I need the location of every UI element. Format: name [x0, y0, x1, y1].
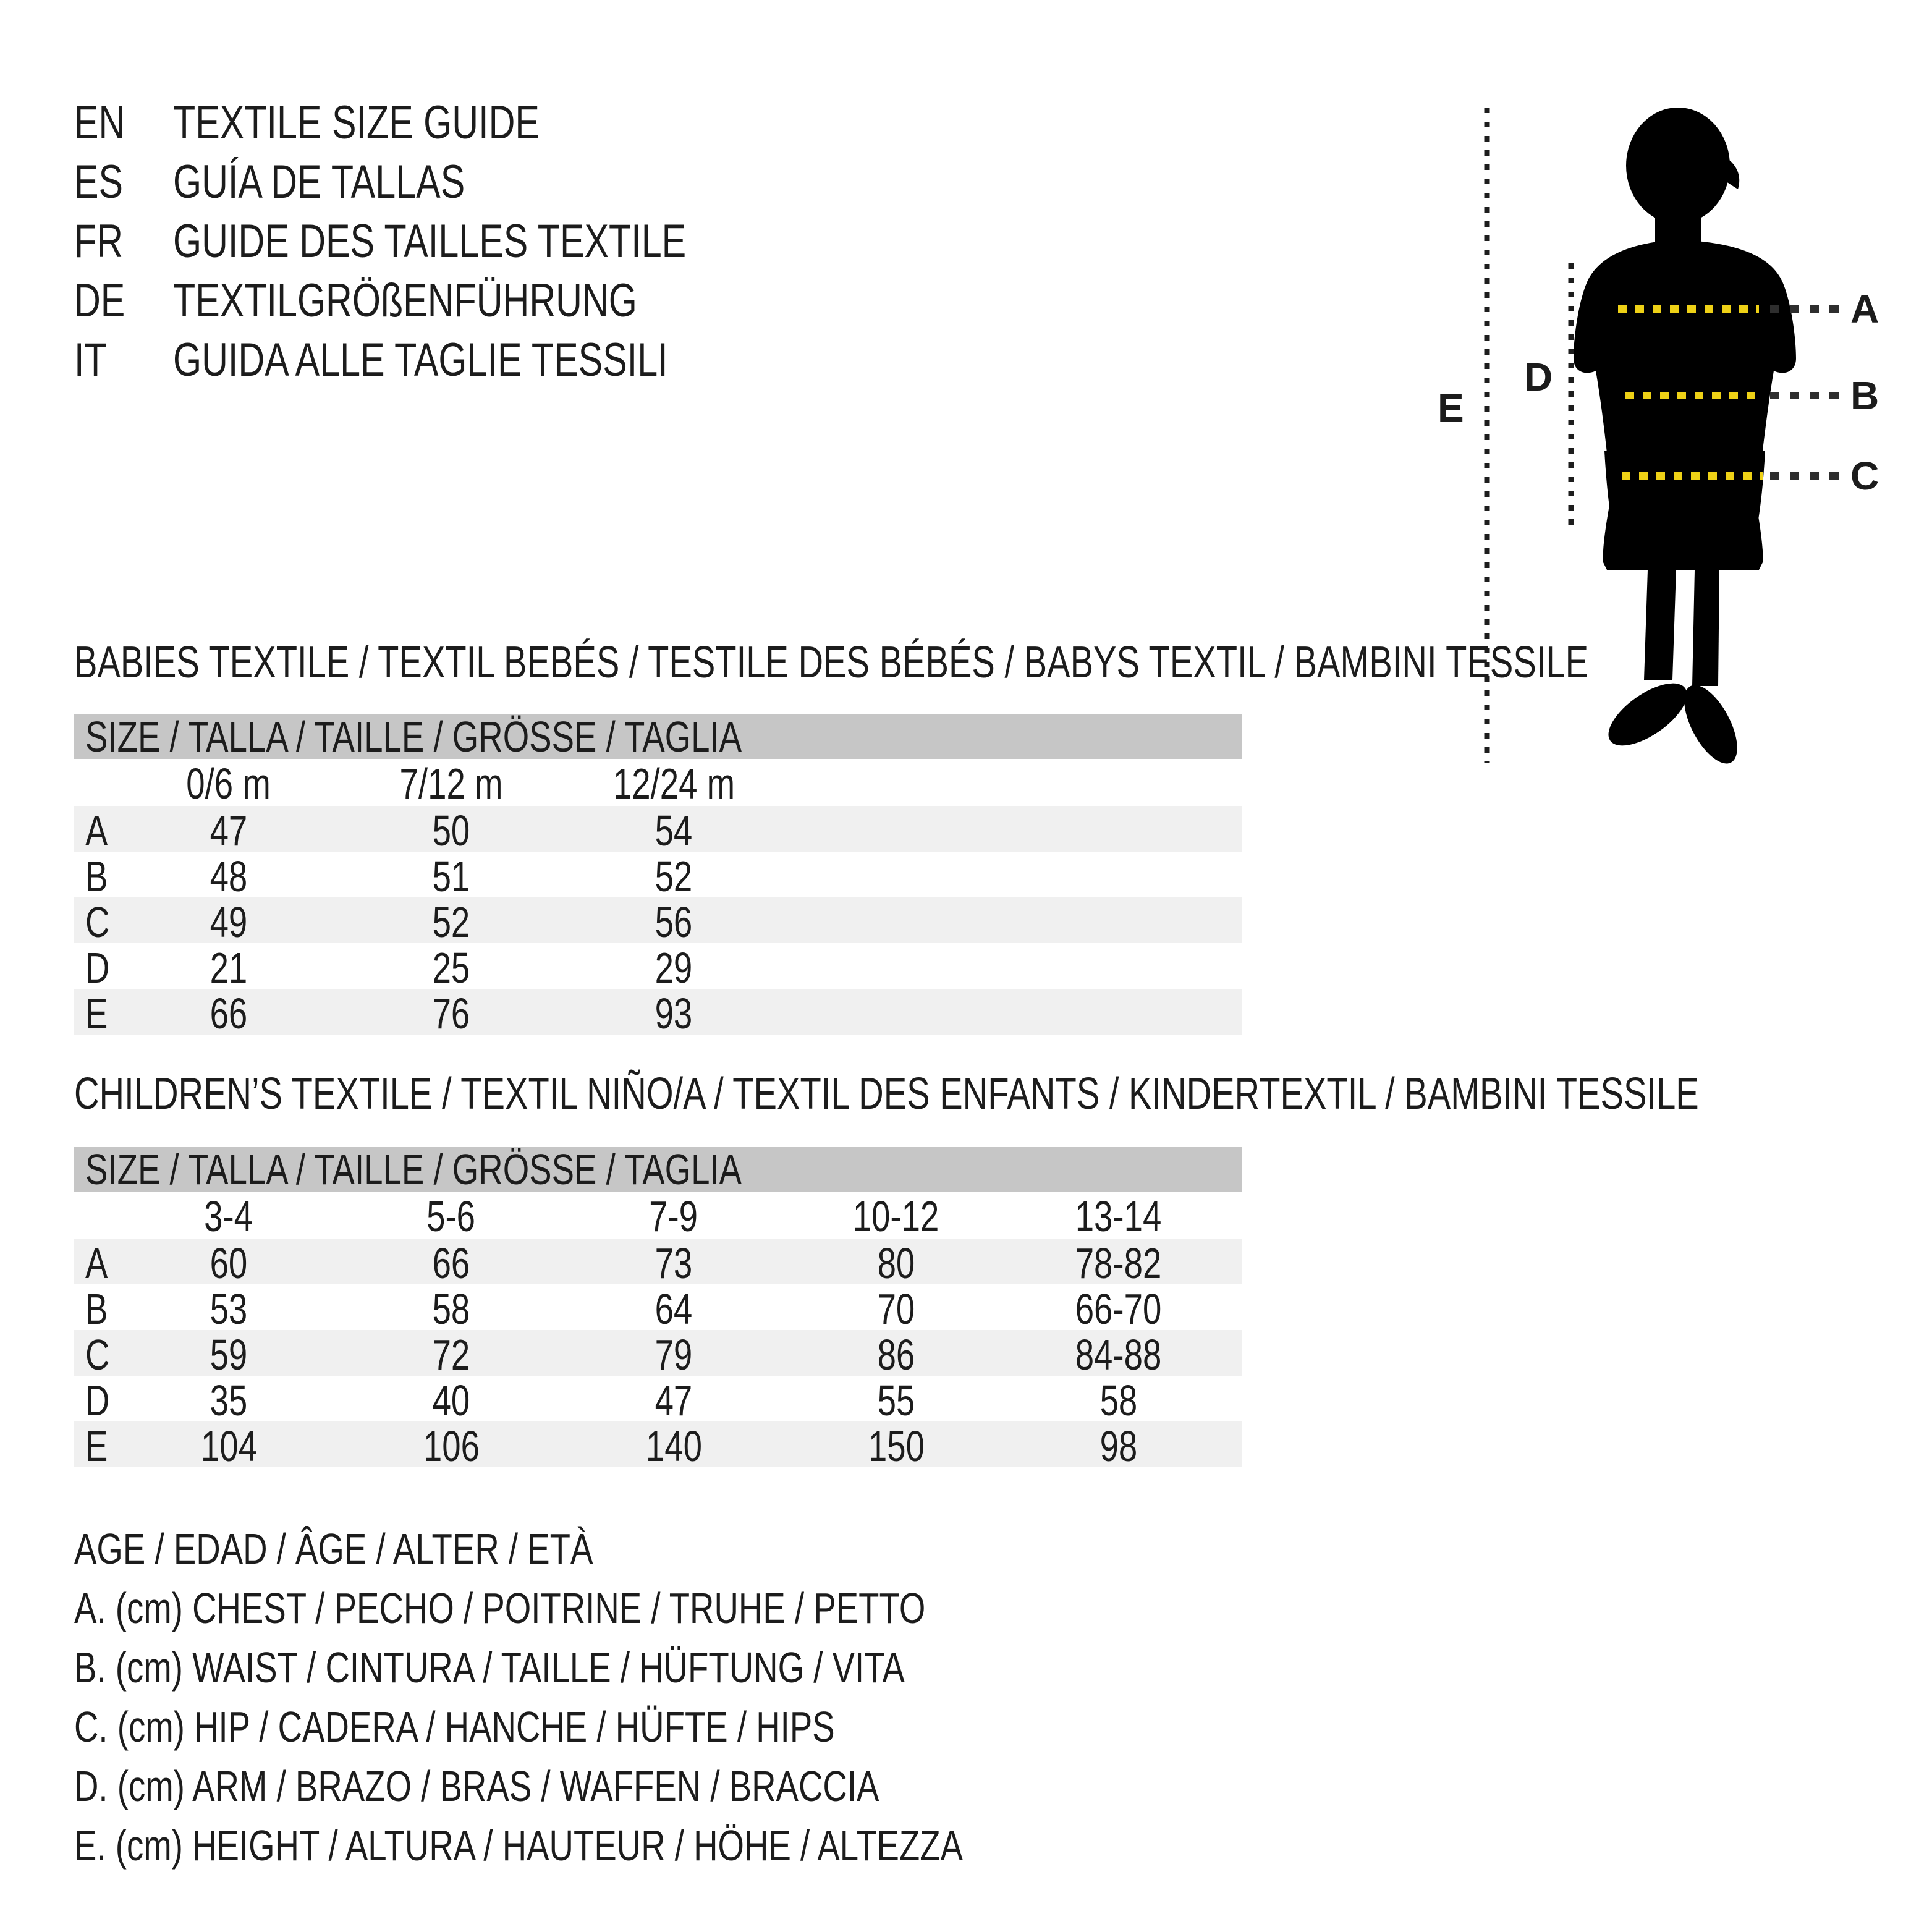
row-label: B	[85, 1285, 108, 1333]
table-cell: 52	[655, 852, 693, 900]
language-title: GUIDE DES TAILLES TEXTILE	[173, 214, 687, 268]
row-label: D	[85, 944, 110, 992]
column-header: 7/12 m	[399, 760, 503, 808]
label-hip-c: C	[1850, 454, 1879, 498]
legend-line: C. (cm) HIP / CADERA / HANCHE / HÜFTE / HIPS	[74, 1703, 835, 1751]
table-cell: 48	[210, 852, 248, 900]
table-cell: 55	[877, 1376, 915, 1425]
table-cell: 84-88	[1075, 1331, 1162, 1379]
language-code: EN	[74, 96, 125, 149]
table-cell: 66-70	[1075, 1285, 1162, 1333]
measurement-legend	[74, 1519, 1214, 1875]
table-cell: 66	[210, 989, 248, 1038]
table-cell: 80	[877, 1239, 915, 1287]
label-height-e: E	[1438, 386, 1464, 430]
table-cell: 49	[210, 898, 248, 946]
column-header: 10-12	[853, 1192, 939, 1240]
table-row	[74, 852, 1242, 900]
label-waist-b: B	[1850, 373, 1879, 418]
table-cell: 35	[210, 1376, 248, 1425]
column-header: 12/24 m	[612, 760, 735, 808]
table-row	[74, 1330, 1242, 1379]
table-cell: 76	[432, 989, 470, 1038]
column-header: 3-4	[204, 1192, 253, 1240]
label-arm-d: D	[1524, 355, 1553, 399]
column-header: 13-14	[1075, 1192, 1162, 1240]
language-title: GUIDA ALLE TAGLIE TESSILI	[173, 333, 668, 386]
column-header: 5-6	[426, 1192, 476, 1240]
legend-line: A. (cm) CHEST / PECHO / POITRINE / TRUHE / PETTO	[74, 1584, 926, 1632]
language-code: DE	[74, 274, 125, 327]
language-row	[74, 93, 831, 152]
table-cell: 78-82	[1075, 1239, 1162, 1287]
table-cell: 86	[877, 1331, 915, 1379]
table-cell: 58	[432, 1285, 470, 1333]
table-cell: 66	[432, 1239, 470, 1287]
table-cell: 29	[655, 944, 693, 992]
table-cell: 93	[655, 989, 693, 1038]
table-row	[74, 1421, 1242, 1470]
babies-column-header-row	[74, 759, 1242, 806]
legend-line: AGE / EDAD / ÂGE / ALTER / ETÀ	[74, 1525, 593, 1573]
table-cell: 79	[655, 1331, 693, 1379]
row-label: B	[85, 852, 108, 900]
table-cell: 21	[210, 944, 248, 992]
table-row	[74, 806, 1242, 855]
legend-line: B. (cm) WAIST / CINTURA / TAILLE / HÜFTUNG / VITA	[74, 1643, 905, 1692]
babies-size-header-bar: SIZE / TALLA / TAILLE / GRÖSSE / TAGLIA	[74, 714, 1242, 759]
table-cell: 58	[1099, 1376, 1138, 1425]
row-label: A	[85, 807, 108, 855]
table-cell: 70	[877, 1285, 915, 1333]
language-row	[74, 330, 831, 389]
table-cell: 73	[655, 1239, 693, 1287]
table-cell: 98	[1099, 1422, 1138, 1470]
language-title: GUÍA DE TALLAS	[173, 155, 465, 208]
legend-line: D. (cm) ARM / BRAZO / BRAS / WAFFEN / BRACCIA	[74, 1762, 879, 1810]
table-cell: 54	[655, 807, 693, 855]
language-row	[74, 271, 831, 330]
row-label: C	[85, 898, 110, 946]
table-cell: 106	[423, 1422, 480, 1470]
table-cell: 150	[868, 1422, 925, 1470]
column-header: 0/6 m	[186, 760, 271, 808]
table-cell: 53	[210, 1285, 248, 1333]
children-table-body	[74, 1239, 1242, 1470]
table-cell: 52	[432, 898, 470, 946]
legend-line: E. (cm) HEIGHT / ALTURA / HAUTEUR / HÖHE / ALTEZZA	[74, 1821, 964, 1870]
language-row	[74, 152, 831, 211]
table-cell: 47	[210, 807, 248, 855]
label-chest-a: A	[1850, 287, 1879, 331]
language-code: ES	[74, 155, 124, 208]
language-title: TEXTILGRÖßENFÜHRUNG	[173, 274, 637, 327]
table-row	[74, 943, 1242, 992]
row-label: D	[85, 1376, 110, 1425]
language-row	[74, 211, 831, 271]
column-header: 7-9	[649, 1192, 698, 1240]
table-cell: 64	[655, 1285, 693, 1333]
column-header-spacer	[74, 1192, 117, 1241]
table-cell: 51	[432, 852, 470, 900]
babies-section-title: BABIES TEXTILE / TEXTIL BEBÉS / TESTILE DES BÉBÉS / BABYS TEXTIL / BAMBINI TESSILE	[74, 638, 1589, 687]
language-code: IT	[74, 333, 107, 386]
language-title-list	[74, 93, 831, 389]
table-row	[74, 897, 1242, 946]
table-row	[74, 1239, 1242, 1287]
babies-table-body	[74, 806, 1242, 1038]
row-label: A	[85, 1239, 108, 1287]
table-cell: 72	[432, 1331, 470, 1379]
table-row	[74, 1284, 1242, 1333]
table-cell: 47	[655, 1376, 693, 1425]
table-cell: 140	[645, 1422, 702, 1470]
table-cell: 59	[210, 1331, 248, 1379]
language-code: FR	[74, 214, 124, 268]
babies-size-table	[74, 713, 1242, 1038]
table-row	[74, 1376, 1242, 1425]
children-size-table	[74, 1145, 1242, 1470]
table-cell: 104	[200, 1422, 257, 1470]
table-cell: 50	[432, 807, 470, 855]
table-row	[74, 989, 1242, 1038]
table-cell: 25	[432, 944, 470, 992]
children-section-title: CHILDREN’S TEXTILE / TEXTIL NIÑO/A / TEXTIL DES ENFANTS / KINDERTEXTIL / BAMBINI TESSILE	[74, 1069, 1699, 1119]
table-cell: 56	[655, 898, 693, 946]
children-size-header-bar: SIZE / TALLA / TAILLE / GRÖSSE / TAGLIA	[74, 1147, 1242, 1192]
row-label: C	[85, 1331, 110, 1379]
column-header-spacer	[74, 759, 117, 808]
row-label: E	[85, 1422, 108, 1470]
row-label: E	[85, 989, 108, 1038]
children-column-header-row	[74, 1192, 1242, 1239]
table-cell: 40	[432, 1376, 470, 1425]
language-title: TEXTILE SIZE GUIDE	[173, 96, 540, 149]
table-cell: 60	[210, 1239, 248, 1287]
